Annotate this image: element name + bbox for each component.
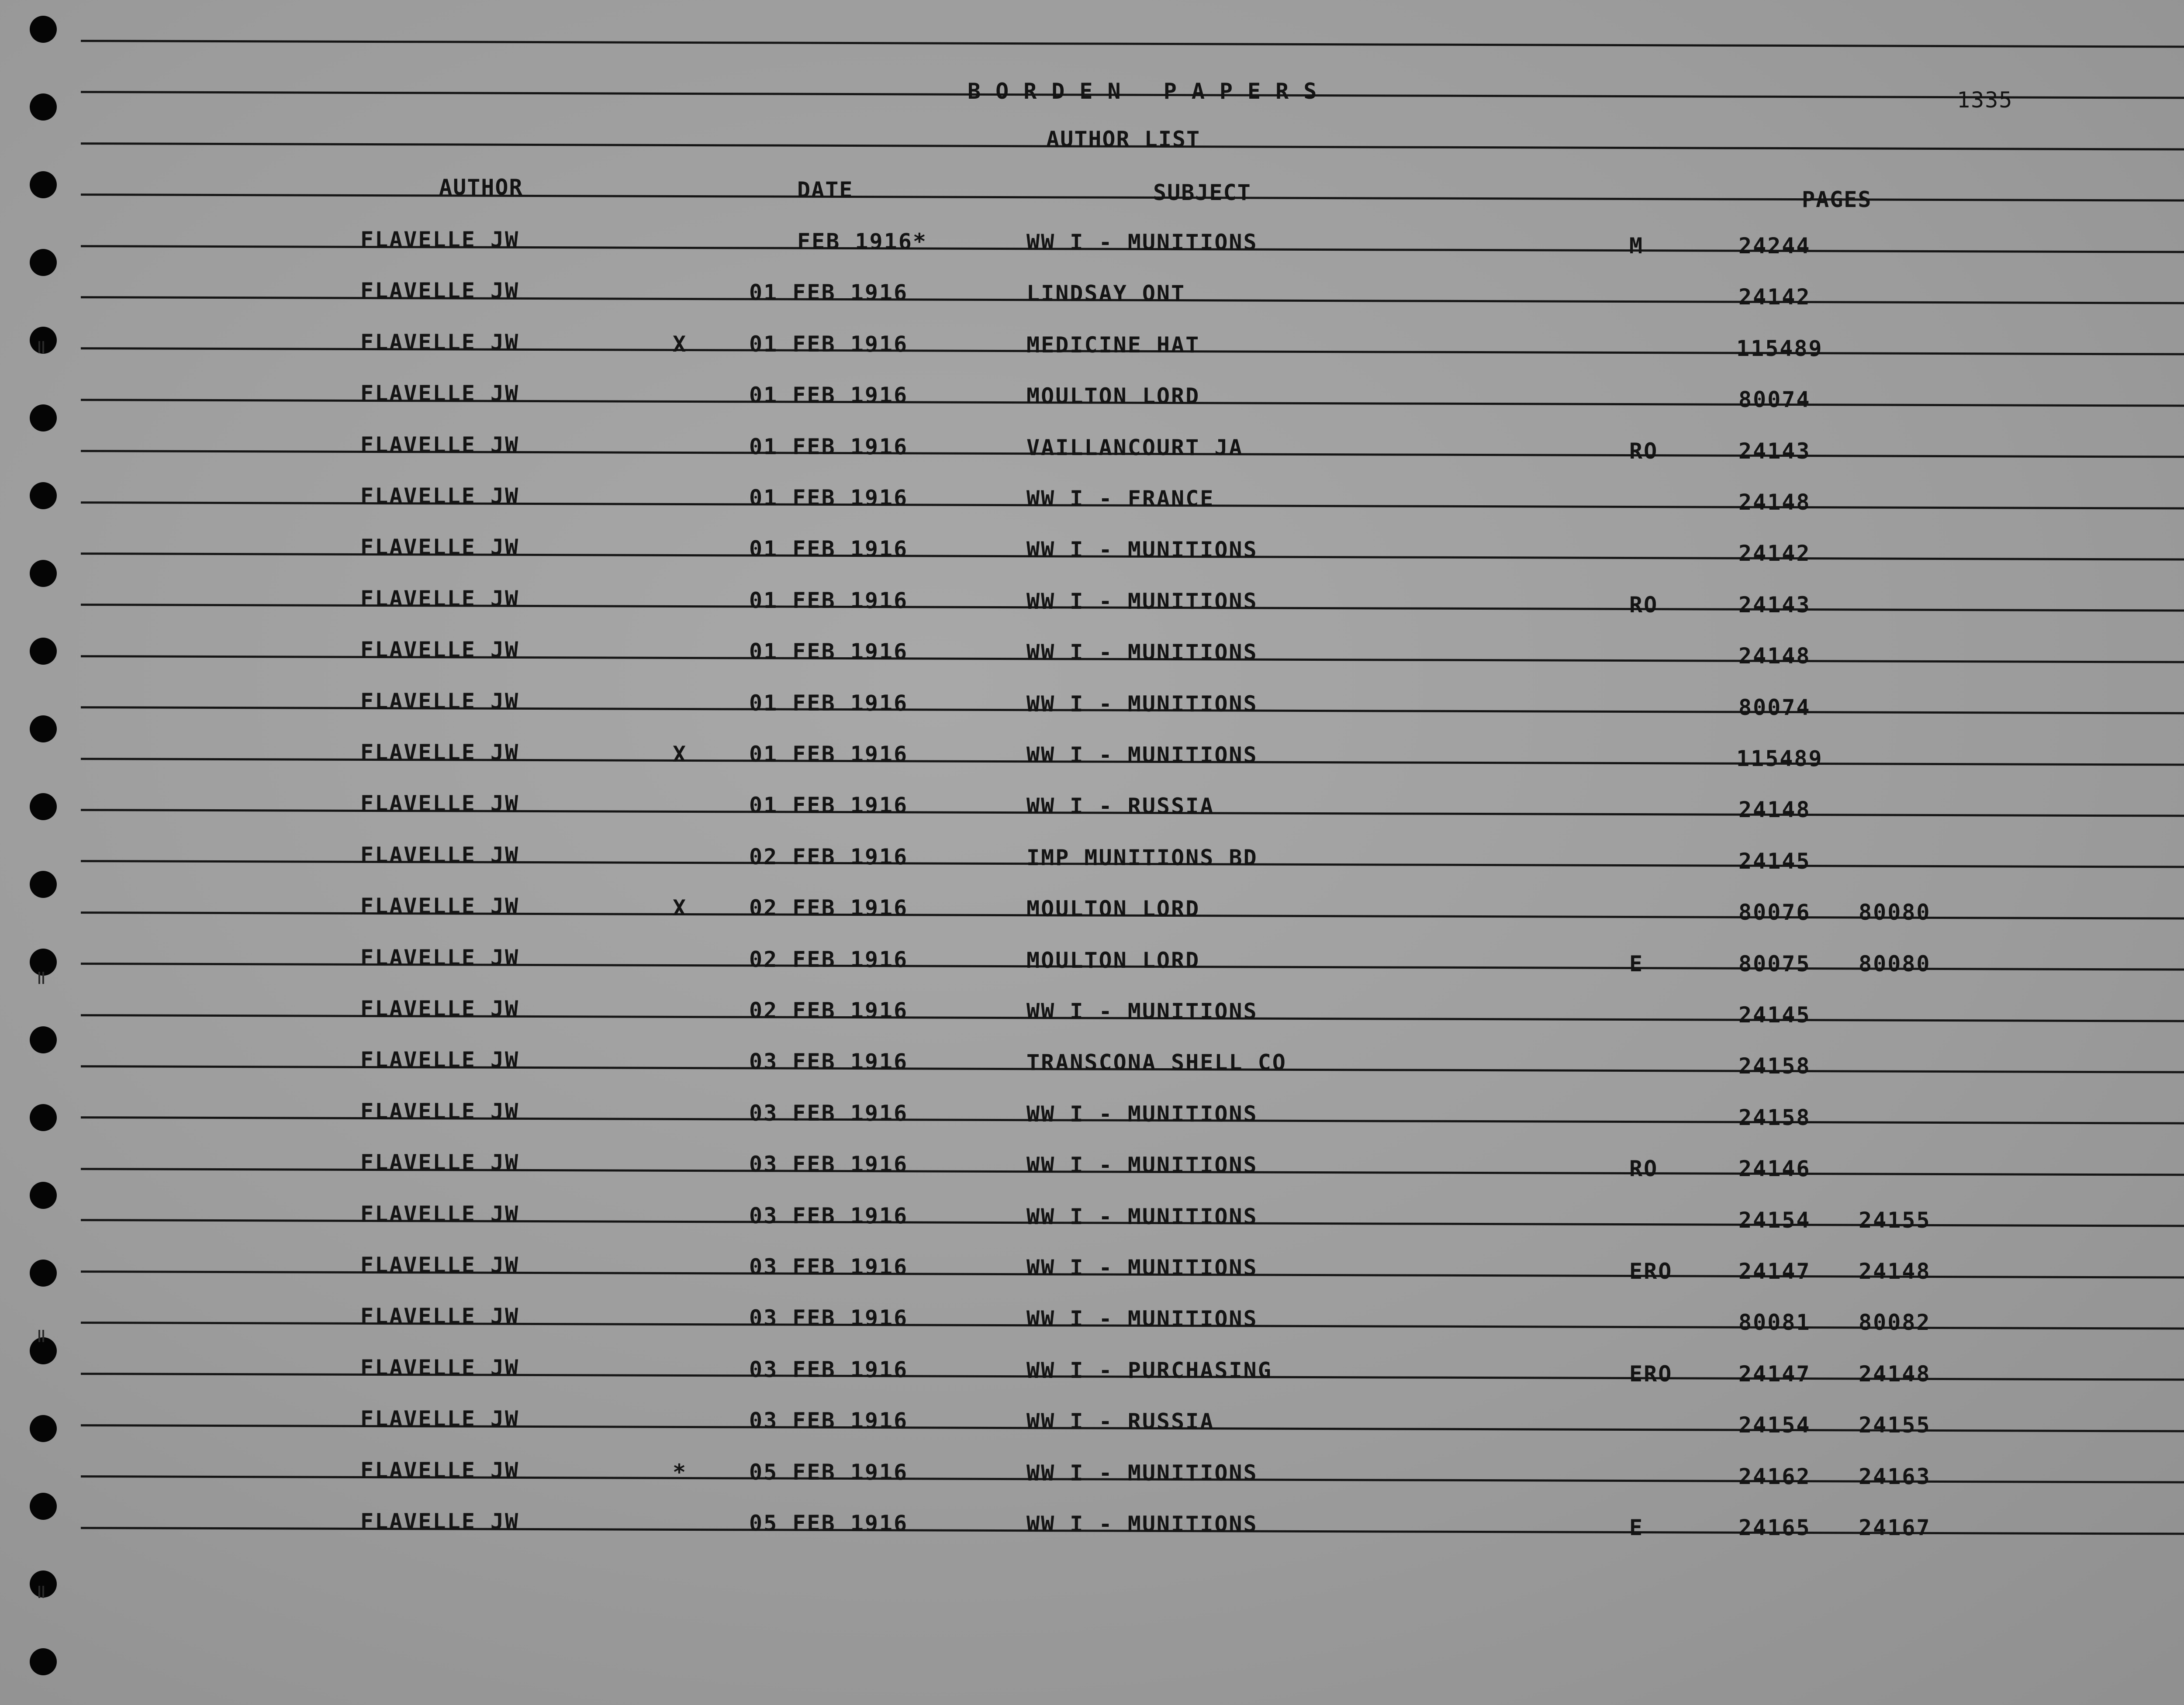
page-cell: 24146 bbox=[1738, 1156, 1811, 1182]
ruled-line bbox=[81, 40, 2184, 48]
author-cell: FLAVELLE JW bbox=[360, 1509, 520, 1534]
subject-cell: WW I - MUNITIONS bbox=[1026, 742, 1258, 768]
date-cell: 01 FEB 1916 bbox=[749, 383, 909, 408]
author-cell: FLAVELLE JW bbox=[360, 483, 520, 509]
flag-cell: * bbox=[673, 1459, 688, 1485]
table-row bbox=[0, 1355, 2184, 1390]
author-cell: FLAVELLE JW bbox=[360, 535, 520, 560]
date-cell: 02 FEB 1916 bbox=[749, 895, 909, 921]
table-row bbox=[0, 1458, 2184, 1493]
page-cell: 24145 bbox=[1738, 1002, 1811, 1028]
table-row bbox=[0, 842, 2184, 877]
table-row bbox=[0, 330, 2184, 365]
page-cell: 24162 bbox=[1738, 1463, 1811, 1489]
page-cell: 80076 bbox=[1738, 900, 1811, 925]
page-cell: 24147 bbox=[1738, 1361, 1811, 1387]
date-cell: 05 FEB 1916 bbox=[749, 1459, 909, 1485]
page-cell-2: 24167 bbox=[1859, 1515, 1931, 1540]
code-cell: E bbox=[1629, 951, 1644, 977]
subject-cell: VAILLANCOURT JA bbox=[1026, 435, 1244, 460]
table-row bbox=[0, 1201, 2184, 1236]
page-cell-2: 24163 bbox=[1859, 1463, 1931, 1489]
subject-cell: WW I - RUSSIA bbox=[1026, 794, 1215, 819]
subject-cell: IMP MUNITIONS BD bbox=[1026, 845, 1258, 870]
table-row bbox=[0, 996, 2184, 1031]
date-cell: 01 FEB 1916 bbox=[749, 742, 909, 767]
subject-cell: WW I - MUNITIONS bbox=[1026, 1153, 1258, 1178]
table-row bbox=[0, 535, 2184, 569]
date-cell: 03 FEB 1916 bbox=[749, 1152, 909, 1177]
table-row bbox=[0, 1406, 2184, 1441]
subject-cell: WW I - MUNITIONS bbox=[1026, 1204, 1258, 1229]
author-cell: FLAVELLE JW bbox=[360, 688, 520, 714]
subject-cell: WW I - RUSSIA bbox=[1026, 1409, 1215, 1435]
subject-cell: WW I - FRANCE bbox=[1026, 486, 1215, 511]
page-cell-2: 24148 bbox=[1859, 1361, 1931, 1387]
subject-cell: WW I - MUNITIONS bbox=[1026, 691, 1258, 717]
subject-cell: WW I - MUNITIONS bbox=[1026, 1460, 1258, 1486]
subject-cell: LINDSAY ONT bbox=[1026, 281, 1186, 307]
page-cell: 24148 bbox=[1738, 490, 1811, 515]
code-cell: M bbox=[1629, 233, 1644, 259]
list-subtitle: AUTHOR LIST bbox=[1046, 127, 1201, 152]
author-cell: FLAVELLE JW bbox=[360, 1355, 520, 1381]
date-cell: 03 FEB 1916 bbox=[749, 1049, 909, 1075]
author-cell: FLAVELLE JW bbox=[360, 1047, 520, 1073]
page-cell-2: 80080 bbox=[1859, 951, 1931, 977]
subject-cell: WW I - MUNITIONS bbox=[1026, 1101, 1258, 1127]
code-cell: ERO bbox=[1629, 1259, 1673, 1284]
page-cell: 115489 bbox=[1736, 746, 1823, 771]
subject-cell: MOULTON LORD bbox=[1026, 383, 1200, 409]
date-cell: 01 FEB 1916 bbox=[749, 639, 909, 665]
author-cell: FLAVELLE JW bbox=[360, 637, 520, 663]
tractor-hole bbox=[30, 16, 57, 43]
author-cell: FLAVELLE JW bbox=[360, 791, 520, 817]
page-cell: 80081 bbox=[1738, 1310, 1811, 1336]
page-cell: 80075 bbox=[1738, 951, 1811, 977]
table-row bbox=[0, 1509, 2184, 1544]
author-cell: FLAVELLE JW bbox=[360, 227, 520, 252]
date-cell: 03 FEB 1916 bbox=[749, 1408, 909, 1434]
page-cell: 80074 bbox=[1738, 694, 1811, 720]
page-cell: 24158 bbox=[1738, 1053, 1811, 1079]
page-cell: 24148 bbox=[1738, 643, 1811, 669]
column-header-pages: PAGES bbox=[1802, 187, 1872, 212]
subject-cell: WW I - MUNITIONS bbox=[1026, 640, 1258, 666]
table-row bbox=[0, 1047, 2184, 1082]
page-cell: 24154 bbox=[1738, 1207, 1811, 1233]
page-cell-2: 24155 bbox=[1859, 1412, 1931, 1438]
tractor-hole bbox=[30, 1648, 57, 1675]
page-cell-2: 80082 bbox=[1859, 1310, 1931, 1336]
margin-mark bbox=[38, 1586, 45, 1598]
author-cell: FLAVELLE JW bbox=[360, 945, 520, 970]
author-cell: FLAVELLE JW bbox=[360, 1098, 520, 1124]
date-cell: FEB 1916* bbox=[797, 229, 927, 254]
date-cell: 03 FEB 1916 bbox=[749, 1305, 909, 1331]
table-row bbox=[0, 227, 2184, 262]
subject-cell: MOULTON LORD bbox=[1026, 947, 1200, 973]
author-cell: FLAVELLE JW bbox=[360, 894, 520, 919]
table-row bbox=[0, 278, 2184, 313]
author-cell: FLAVELLE JW bbox=[360, 1201, 520, 1227]
page-cell: 24148 bbox=[1738, 797, 1811, 823]
page-cell: 24143 bbox=[1738, 438, 1811, 464]
author-cell: FLAVELLE JW bbox=[360, 432, 520, 458]
subject-cell: WW I - MUNITIONS bbox=[1026, 1306, 1258, 1332]
date-cell: 03 FEB 1916 bbox=[749, 1254, 909, 1280]
subject-cell: WW I - MUNITIONS bbox=[1026, 588, 1258, 614]
table-row bbox=[0, 1150, 2184, 1185]
table-row bbox=[0, 1099, 2184, 1134]
table-row bbox=[0, 945, 2184, 980]
page-cell: 24142 bbox=[1738, 284, 1811, 310]
table-row bbox=[0, 586, 2184, 621]
column-header-author: AUTHOR bbox=[439, 175, 523, 200]
flag-cell: X bbox=[673, 742, 688, 767]
page-cell: 24158 bbox=[1738, 1104, 1811, 1130]
page-cell-2: 24148 bbox=[1859, 1259, 1931, 1284]
flag-cell: X bbox=[673, 895, 688, 921]
code-cell: RO bbox=[1629, 592, 1659, 618]
page-cell: 80074 bbox=[1738, 387, 1811, 413]
author-cell: FLAVELLE JW bbox=[360, 1406, 520, 1432]
date-cell: 01 FEB 1916 bbox=[749, 485, 909, 511]
date-cell: 01 FEB 1916 bbox=[749, 793, 909, 818]
page-cell: 115489 bbox=[1736, 335, 1823, 361]
subject-cell: WW I - MUNITIONS bbox=[1026, 1512, 1258, 1537]
page-number: 1335 bbox=[1957, 87, 2013, 113]
author-cell: FLAVELLE JW bbox=[360, 1150, 520, 1176]
author-cell: FLAVELLE JW bbox=[360, 329, 520, 355]
table-row bbox=[0, 1304, 2184, 1339]
page-cell-2: 24155 bbox=[1859, 1207, 1931, 1233]
page-cell: 24147 bbox=[1738, 1259, 1811, 1284]
table-row bbox=[0, 894, 2184, 928]
date-cell: 03 FEB 1916 bbox=[749, 1356, 909, 1382]
date-cell: 01 FEB 1916 bbox=[749, 536, 909, 562]
date-cell: 01 FEB 1916 bbox=[749, 690, 909, 716]
document-title: BORDEN PAPERS bbox=[968, 79, 1332, 104]
page-cell: 24142 bbox=[1738, 541, 1811, 566]
date-cell: 01 FEB 1916 bbox=[749, 434, 909, 459]
author-cell: FLAVELLE JW bbox=[360, 842, 520, 868]
author-cell: FLAVELLE JW bbox=[360, 1253, 520, 1278]
page-cell: 24244 bbox=[1738, 233, 1811, 259]
subject-cell: WW I - MUNITIONS bbox=[1026, 230, 1258, 255]
date-cell: 01 FEB 1916 bbox=[749, 587, 909, 613]
author-cell: FLAVELLE JW bbox=[360, 740, 520, 765]
table-row bbox=[0, 689, 2184, 724]
author-cell: FLAVELLE JW bbox=[360, 996, 520, 1022]
table-row bbox=[0, 791, 2184, 826]
column-header-subject: SUBJECT bbox=[1153, 180, 1251, 205]
author-cell: FLAVELLE JW bbox=[360, 381, 520, 407]
date-cell: 01 FEB 1916 bbox=[749, 280, 909, 306]
tractor-hole bbox=[30, 171, 57, 198]
date-cell: 05 FEB 1916 bbox=[749, 1511, 909, 1536]
date-cell: 02 FEB 1916 bbox=[749, 946, 909, 972]
subject-cell: WW I - PURCHASING bbox=[1026, 1357, 1272, 1383]
table-row bbox=[0, 381, 2184, 416]
subject-cell: WW I - MUNITIONS bbox=[1026, 999, 1258, 1024]
subject-cell: WW I - MUNITIONS bbox=[1026, 1255, 1258, 1280]
author-cell: FLAVELLE JW bbox=[360, 278, 520, 304]
page-cell: 24154 bbox=[1738, 1412, 1811, 1438]
date-cell: 03 FEB 1916 bbox=[749, 1100, 909, 1126]
author-cell: FLAVELLE JW bbox=[360, 1304, 520, 1329]
subject-cell: WW I - MUNITIONS bbox=[1026, 537, 1258, 563]
flag-cell: X bbox=[673, 331, 688, 357]
column-header-date: DATE bbox=[797, 177, 854, 203]
author-cell: FLAVELLE JW bbox=[360, 1457, 520, 1483]
date-cell: 01 FEB 1916 bbox=[749, 331, 909, 357]
table-row bbox=[0, 637, 2184, 672]
page-cell: 24145 bbox=[1738, 848, 1811, 874]
subject-cell: TRANSCONA SHELL CO bbox=[1026, 1050, 1287, 1076]
code-cell: RO bbox=[1629, 438, 1659, 464]
page-cell-2: 80080 bbox=[1859, 900, 1931, 925]
table-row bbox=[0, 1253, 2184, 1287]
table-row bbox=[0, 483, 2184, 518]
code-cell: ERO bbox=[1629, 1361, 1673, 1387]
subject-cell: MOULTON LORD bbox=[1026, 896, 1200, 922]
table-row bbox=[0, 740, 2184, 775]
date-cell: 02 FEB 1916 bbox=[749, 844, 909, 870]
subject-cell: MEDICINE HAT bbox=[1026, 332, 1200, 358]
page-cell: 24143 bbox=[1738, 592, 1811, 618]
code-cell: RO bbox=[1629, 1156, 1659, 1182]
tractor-hole bbox=[30, 93, 57, 121]
code-cell: E bbox=[1629, 1515, 1644, 1540]
table-row bbox=[0, 432, 2184, 467]
date-cell: 02 FEB 1916 bbox=[749, 998, 909, 1023]
page-cell: 24165 bbox=[1738, 1515, 1811, 1540]
date-cell: 03 FEB 1916 bbox=[749, 1203, 909, 1229]
author-cell: FLAVELLE JW bbox=[360, 586, 520, 611]
